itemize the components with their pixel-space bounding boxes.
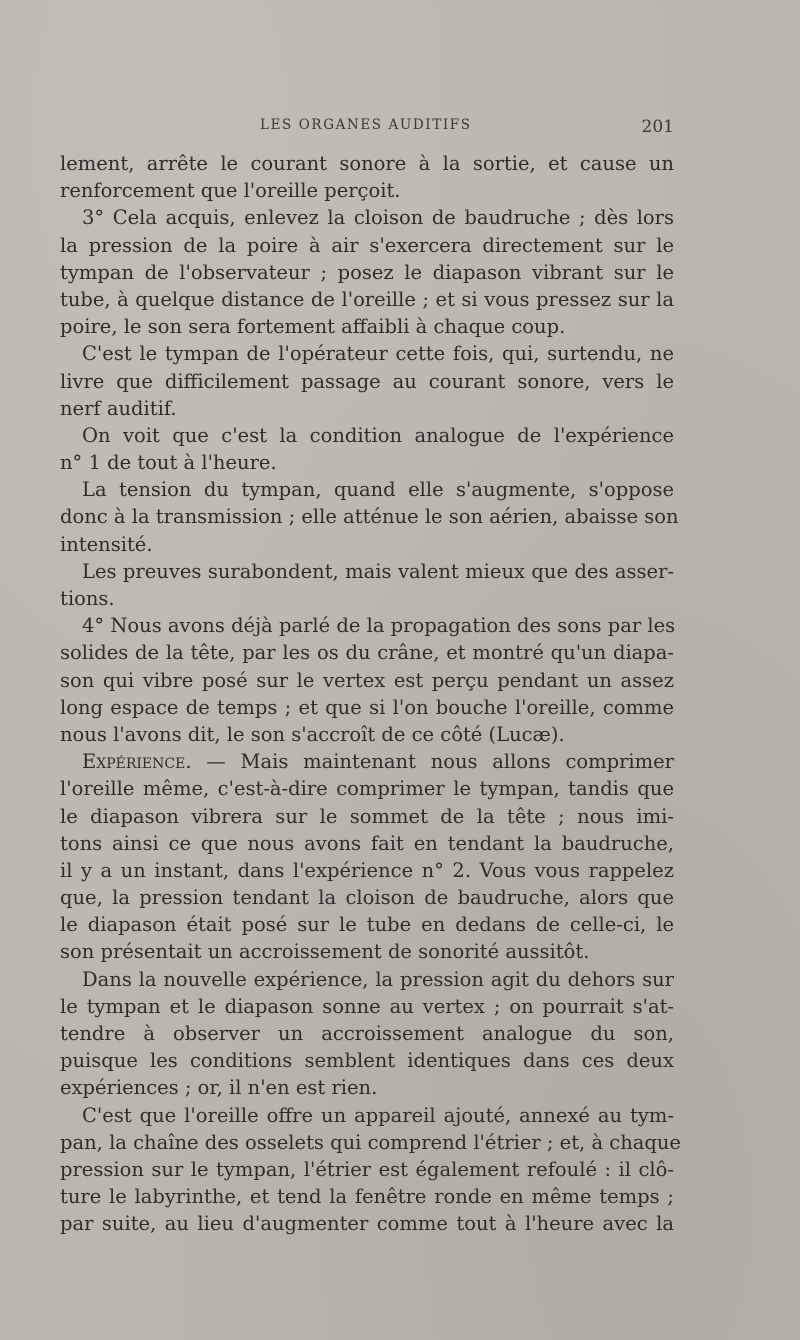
- text-line: son présentait un accroissement de sonorité aussitôt.: [60, 940, 590, 964]
- text-line: nerf auditif.: [60, 396, 177, 420]
- text-line: tons ainsi ce que nous avons fait en tendant la baudruche,: [60, 831, 674, 855]
- text-line: le tympan et le diapason sonne au vertex ; on pourrait s'at-: [60, 994, 674, 1018]
- text-line: intensité.: [60, 532, 153, 556]
- text-line: tube, à quelque distance de l'oreille ; et si vous pressez sur la: [60, 287, 674, 311]
- text-line: Dans la nouvelle expérience, la pression agit du dehors sur: [82, 967, 674, 991]
- text-line: expériences ; or, il n'en est rien.: [60, 1076, 378, 1100]
- text-line: n° 1 de tout à l'heure.: [60, 451, 277, 475]
- text-line: donc à la transmission ; elle atténue le son aérien, abaisse son: [60, 505, 679, 529]
- text-line: C'est le tympan de l'opérateur cette fois, qui, surtendu, ne: [82, 342, 674, 366]
- text-line: le diapason était posé sur le tube en dedans de celle-ci, le: [60, 913, 674, 937]
- text-line: le diapason vibrera sur le sommet de la tête ; nous imi-: [60, 804, 674, 828]
- text-line: La tension du tympan, quand elle s'augmente, s'oppose: [82, 478, 674, 502]
- text-line: tions.: [60, 587, 115, 610]
- text-line: 3° Cela acquis, enlevez la cloison de baudruche ; dès lors: [82, 206, 674, 230]
- text-line: tendre à observer un accroissement analogue du son,: [60, 1022, 674, 1045]
- body-text: [60, 150, 681, 1238]
- text-line: il y a un instant, dans l'expérience n° 2. Vous vous rappelez: [60, 858, 674, 882]
- text-line: renforcement que l'oreille perçoit.: [60, 179, 401, 203]
- text-line: puisque les conditions semblent identiques dans ces deux: [60, 1049, 674, 1073]
- text-line: la pression de la poire à air s'exercera directement sur le: [60, 233, 674, 257]
- text-line: par suite, au lieu d'augmenter comme tout à l'heure avec la: [60, 1212, 674, 1236]
- page-header: [60, 117, 674, 141]
- text-line: lement, arrête le courant sonore à la sortie, et cause un: [60, 152, 674, 175]
- text-line: C'est que l'oreille offre un appareil ajouté, annexé au tym-: [82, 1103, 674, 1127]
- text-line: tympan de l'observateur ; posez le diapason vibrant sur le: [60, 260, 674, 284]
- text-line: son qui vibre posé sur le vertex est perçu pendant un assez: [60, 668, 674, 692]
- running-title: LES ORGANES AUDITIFS: [260, 117, 472, 133]
- text-line: livre que difficilement passage au courant sonore, vers le: [60, 369, 674, 393]
- text-line: l'oreille même, c'est-à-dire comprimer le tympan, tandis que: [60, 777, 674, 801]
- text-line: nous l'avons dit, le son s'accroît de ce côté (Lucæ).: [60, 722, 565, 746]
- text-line: poire, le son sera fortement affaibli à chaque coup.: [60, 315, 566, 339]
- text-line: ture le labyrinthe, et tend la fenêtre ronde en même temps ;: [60, 1185, 674, 1209]
- text-line: que, la pression tendant la cloison de baudruche, alors que: [60, 886, 674, 910]
- page-number: 201: [641, 117, 674, 137]
- text-line: Expérience. — Mais maintenant nous allons comprimer: [82, 750, 674, 774]
- text-line: solides de la tête, par les os du crâne, et montré qu'un diapa-: [60, 641, 674, 665]
- text-line: pression sur le tympan, l'étrier est également refoulé : il clô-: [60, 1157, 674, 1181]
- text-line: On voit que c'est la condition analogue de l'expérience: [82, 423, 674, 447]
- text-line: Les preuves surabondent, mais valent mieux que des asser-: [82, 559, 674, 583]
- text-line: 4° Nous avons déjà parlé de la propagation des sons par les: [82, 614, 676, 638]
- text-line: pan, la chaîne des osselets qui comprend l'étrier ; et, à chaque: [60, 1130, 681, 1154]
- text-line: long espace de temps ; et que si l'on bouche l'oreille, comme: [60, 695, 674, 719]
